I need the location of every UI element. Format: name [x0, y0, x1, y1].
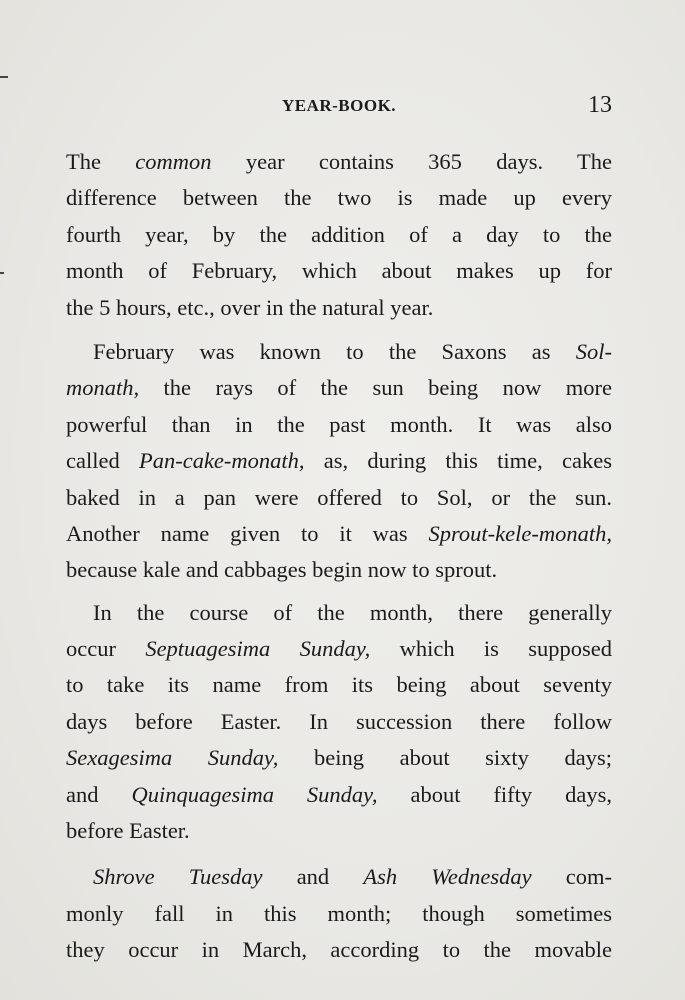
text-line — [66, 704, 612, 740]
text-span: called — [66, 448, 139, 474]
paragraph — [66, 859, 612, 968]
italic-text: Shrove Tuesday — [93, 864, 263, 890]
text-line — [66, 740, 612, 776]
text-span: about fifty days, — [377, 781, 612, 807]
text-span: they occur in March, according to the movable — [66, 937, 612, 963]
text-span: and — [66, 781, 132, 807]
text-span: the 5 hours, etc., over in the natural year. — [66, 294, 434, 320]
italic-text: Septuagesima Sunday, — [145, 636, 371, 662]
text-span: because kale and cabbages begin now to sprout. — [66, 557, 498, 583]
text-line — [66, 443, 612, 479]
text-span: which is supposed — [370, 636, 612, 662]
text-line — [66, 595, 612, 631]
text-line — [66, 370, 612, 406]
text-line — [66, 217, 612, 253]
text-span: The — [66, 149, 136, 174]
paragraph — [66, 334, 612, 589]
italic-text: Sol- — [575, 338, 612, 364]
text-line — [66, 144, 612, 180]
italic-text: Quinquagesima Sunday, — [131, 781, 378, 807]
text-span: before Easter. — [66, 818, 190, 844]
text-line — [66, 552, 612, 588]
text-span: to take its name from its being about seventy — [66, 672, 612, 698]
text-span: difference between the two is made up every — [66, 185, 612, 211]
text-span: monly fall in this month; though sometimes — [66, 900, 612, 926]
text-span: days before Easter. In succession there follow — [66, 708, 612, 734]
text-line — [66, 631, 612, 667]
text-line — [66, 290, 612, 326]
italic-text: Pan-cake-monath, — [138, 448, 305, 474]
paragraph — [66, 144, 612, 326]
italic-text: Sexagesima Sunday, — [66, 745, 279, 771]
text-line — [66, 932, 612, 968]
italic-text: common — [135, 149, 212, 174]
text-span: February was known to the Saxons as — [93, 338, 576, 364]
text-span: Another name given to it was — [66, 520, 429, 546]
text-span: as, during this time, cakes — [304, 448, 612, 474]
text-span: being about sixty days; — [278, 745, 612, 771]
italic-text: Sprout-kele-monath, — [428, 520, 612, 546]
text-line — [66, 859, 612, 895]
text-line — [66, 407, 612, 443]
text-span: In the course of the month, there generally — [93, 599, 612, 625]
text-line — [66, 813, 612, 849]
body-text — [66, 144, 612, 969]
text-line — [66, 253, 612, 289]
text-line — [66, 480, 612, 516]
text-line — [66, 334, 612, 370]
text-line — [66, 516, 612, 552]
text-span: com- — [531, 864, 612, 890]
paragraph — [66, 595, 612, 850]
text-span: year contains 365 days. The — [211, 149, 612, 174]
page-header — [66, 92, 612, 122]
text-line — [66, 777, 612, 813]
text-span: and — [262, 864, 364, 890]
text-span: month of February, which about makes up for — [66, 258, 612, 284]
running-title: YEAR-BOOK. — [281, 96, 397, 115]
text-span: fourth year, by the addition of a day to the — [66, 221, 612, 247]
text-line — [66, 896, 612, 932]
text-line — [66, 180, 612, 216]
text-span: the rays of the sun being now more — [139, 375, 612, 401]
text-line — [66, 667, 612, 703]
text-span: powerful than in the past month. It was also — [66, 411, 612, 437]
page-edge-mark — [0, 76, 8, 78]
italic-text: monath, — [66, 375, 140, 401]
page-number: 13 — [588, 92, 612, 118]
text-span: baked in a pan were offered to Sol, or the sun. — [66, 484, 612, 510]
text-span: occur — [66, 636, 146, 662]
page-edge-mark — [0, 272, 4, 274]
italic-text: Ash Wednesday — [363, 864, 532, 890]
